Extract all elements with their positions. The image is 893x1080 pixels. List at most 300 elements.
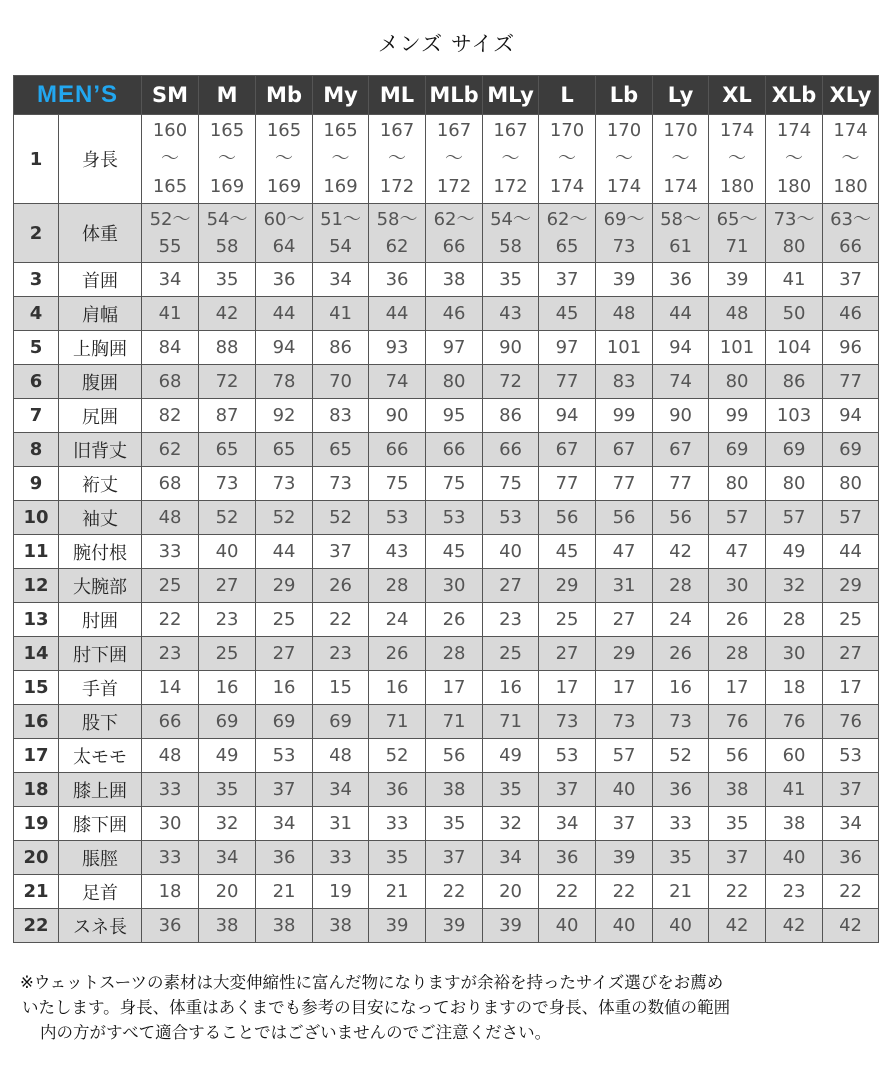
measurement-cell — [766, 204, 823, 263]
measurement-cell: 48 — [709, 297, 766, 331]
measurement-cell: 42 — [823, 909, 879, 943]
measurement-cell: 29 — [596, 637, 653, 671]
measurement-cell: 72 — [483, 365, 539, 399]
table-row — [14, 433, 879, 467]
measurement-cell: 42 — [199, 297, 256, 331]
measurement-cell: 33 — [142, 535, 199, 569]
cell-line: 165 — [323, 120, 358, 141]
measurement-cell: 101 — [709, 331, 766, 365]
row-number: 16 — [14, 705, 59, 739]
measurement-cell: 48 — [313, 739, 369, 773]
table-row — [14, 467, 879, 501]
measurement-cell: 41 — [142, 297, 199, 331]
measurement-cell: 45 — [426, 535, 483, 569]
cell-line: ～ — [218, 148, 237, 169]
measurement-cell: 49 — [199, 739, 256, 773]
footnote-line-3: 内の方がすべて適合することではございませんのでご注意ください。 — [40, 1023, 552, 1042]
measurement-cell: 73 — [539, 705, 596, 739]
measurement-cell: 46 — [426, 297, 483, 331]
size-header-ly: Ly — [653, 76, 709, 115]
measurement-cell: 57 — [823, 501, 879, 535]
measurement-cell: 57 — [766, 501, 823, 535]
measurement-cell: 42 — [766, 909, 823, 943]
measurement-cell: 38 — [426, 773, 483, 807]
row-number: 1 — [14, 115, 59, 204]
measurement-cell: 35 — [483, 773, 539, 807]
measurement-cell: 27 — [256, 637, 313, 671]
table-row — [14, 331, 879, 365]
measurement-cell: 36 — [823, 841, 879, 875]
cell-line: ～ — [558, 148, 577, 169]
measurement-cell: 53 — [426, 501, 483, 535]
measurement-cell: 52 — [369, 739, 426, 773]
row-number: 20 — [14, 841, 59, 875]
measurement-cell — [539, 204, 596, 263]
row-number: 5 — [14, 331, 59, 365]
cell-line: ～ — [388, 148, 407, 169]
cell-line: 167 — [493, 120, 528, 141]
measurement-label: 袖丈 — [59, 501, 142, 535]
measurement-cell — [313, 115, 369, 204]
measurement-cell: 77 — [596, 467, 653, 501]
measurement-cell: 36 — [653, 263, 709, 297]
measurement-cell — [596, 115, 653, 204]
measurement-cell: 33 — [313, 841, 369, 875]
measurement-cell: 42 — [709, 909, 766, 943]
measurement-cell: 26 — [426, 603, 483, 637]
measurement-cell: 25 — [142, 569, 199, 603]
measurement-cell: 66 — [369, 433, 426, 467]
measurement-cell: 80 — [709, 467, 766, 501]
measurement-cell: 37 — [709, 841, 766, 875]
cell-line: ～ — [501, 148, 520, 169]
row-number: 17 — [14, 739, 59, 773]
measurement-cell: 36 — [256, 841, 313, 875]
measurement-label: 膝下囲 — [59, 807, 142, 841]
cell-line: 165 — [209, 120, 245, 141]
measurement-cell: 33 — [369, 807, 426, 841]
measurement-cell: 86 — [313, 331, 369, 365]
measurement-cell: 41 — [766, 773, 823, 807]
table-row — [14, 739, 879, 773]
measurement-cell: 56 — [653, 501, 709, 535]
measurement-cell: 104 — [766, 331, 823, 365]
measurement-cell: 90 — [653, 399, 709, 433]
row-number: 18 — [14, 773, 59, 807]
measurement-cell — [823, 204, 879, 263]
measurement-cell: 68 — [142, 365, 199, 399]
table-row — [14, 297, 879, 331]
measurement-cell: 15 — [313, 671, 369, 705]
measurement-cell: 36 — [369, 263, 426, 297]
measurement-cell: 29 — [823, 569, 879, 603]
measurement-cell — [142, 115, 199, 204]
row-number: 6 — [14, 365, 59, 399]
row-number: 4 — [14, 297, 59, 331]
measurement-cell — [426, 115, 483, 204]
measurement-cell: 72 — [199, 365, 256, 399]
footnote — [20, 970, 880, 1045]
measurement-cell: 56 — [596, 501, 653, 535]
measurement-label: 体重 — [59, 204, 142, 263]
cell-line: 180 — [776, 176, 812, 197]
measurement-cell: 94 — [256, 331, 313, 365]
measurement-cell: 37 — [426, 841, 483, 875]
measurement-cell: 17 — [539, 671, 596, 705]
measurement-label: 腹囲 — [59, 365, 142, 399]
measurement-cell: 80 — [766, 467, 823, 501]
measurement-cell — [653, 115, 709, 204]
cell-line: 54 — [329, 236, 352, 257]
measurement-cell: 37 — [823, 773, 879, 807]
measurement-cell: 45 — [539, 535, 596, 569]
cell-line: 165 — [266, 120, 302, 141]
table-row — [14, 399, 879, 433]
measurement-cell: 29 — [539, 569, 596, 603]
cell-line: 80 — [782, 236, 806, 257]
cell-line: 66 — [442, 236, 466, 257]
measurement-cell: 80 — [823, 467, 879, 501]
measurement-cell: 40 — [596, 773, 653, 807]
cell-line: 172 — [436, 176, 472, 197]
row-number: 10 — [14, 501, 59, 535]
table-row — [14, 365, 879, 399]
cell-line: 174 — [833, 120, 868, 141]
measurement-cell: 27 — [199, 569, 256, 603]
measurement-cell: 71 — [369, 705, 426, 739]
measurement-cell: 92 — [256, 399, 313, 433]
measurement-cell: 75 — [426, 467, 483, 501]
measurement-cell: 56 — [426, 739, 483, 773]
measurement-cell: 35 — [199, 773, 256, 807]
measurement-cell: 40 — [199, 535, 256, 569]
measurement-cell: 39 — [596, 841, 653, 875]
measurement-cell: 97 — [539, 331, 596, 365]
measurement-cell: 44 — [256, 297, 313, 331]
table-row — [14, 705, 879, 739]
table-row — [14, 909, 879, 943]
cell-line: 174 — [549, 176, 585, 197]
measurement-cell: 87 — [199, 399, 256, 433]
measurement-cell: 14 — [142, 671, 199, 705]
measurement-cell: 39 — [709, 263, 766, 297]
measurement-cell: 28 — [709, 637, 766, 671]
measurement-cell: 40 — [653, 909, 709, 943]
measurement-cell: 103 — [766, 399, 823, 433]
measurement-cell: 80 — [709, 365, 766, 399]
measurement-cell — [766, 115, 823, 204]
table-row — [14, 841, 879, 875]
size-header-l: L — [539, 76, 596, 115]
measurement-cell: 70 — [313, 365, 369, 399]
measurement-cell: 52 — [653, 739, 709, 773]
cell-line: ～ — [671, 148, 690, 169]
measurement-cell — [313, 204, 369, 263]
cell-line: 73～ — [773, 209, 815, 230]
measurement-cell: 34 — [313, 263, 369, 297]
measurement-cell: 99 — [596, 399, 653, 433]
measurement-cell: 67 — [596, 433, 653, 467]
measurement-cell: 35 — [483, 263, 539, 297]
cell-line: ～ — [445, 148, 464, 169]
cell-line: 69～ — [603, 209, 645, 230]
table-row — [14, 875, 879, 909]
measurement-cell: 68 — [142, 467, 199, 501]
measurement-cell: 34 — [142, 263, 199, 297]
cell-line: 52～ — [149, 209, 191, 230]
row-number: 21 — [14, 875, 59, 909]
row-number: 12 — [14, 569, 59, 603]
measurement-cell: 25 — [199, 637, 256, 671]
cell-line: 167 — [436, 120, 472, 141]
measurement-cell: 62 — [142, 433, 199, 467]
measurement-cell: 52 — [313, 501, 369, 535]
measurement-cell: 37 — [539, 773, 596, 807]
measurement-cell: 69 — [199, 705, 256, 739]
measurement-cell: 57 — [709, 501, 766, 535]
measurement-cell: 47 — [596, 535, 653, 569]
measurement-cell: 90 — [369, 399, 426, 433]
table-row — [14, 807, 879, 841]
measurement-cell: 31 — [596, 569, 653, 603]
measurement-cell: 37 — [313, 535, 369, 569]
cell-line: 66 — [839, 236, 862, 257]
measurement-cell: 84 — [142, 331, 199, 365]
measurement-label: 裄丈 — [59, 467, 142, 501]
measurement-cell: 101 — [596, 331, 653, 365]
cell-line: ～ — [275, 148, 294, 169]
measurement-cell: 38 — [426, 263, 483, 297]
measurement-cell: 39 — [426, 909, 483, 943]
size-header-xlb: XLb — [766, 76, 823, 115]
table-row — [14, 773, 879, 807]
measurement-cell: 94 — [539, 399, 596, 433]
measurement-label: 腕付根 — [59, 535, 142, 569]
table-row — [14, 263, 879, 297]
cell-line: 169 — [323, 176, 358, 197]
measurement-label: 太モモ — [59, 739, 142, 773]
row-number: 13 — [14, 603, 59, 637]
measurement-cell — [256, 115, 313, 204]
measurement-cell: 83 — [313, 399, 369, 433]
size-header-xly: XLy — [823, 76, 879, 115]
measurement-cell: 75 — [369, 467, 426, 501]
measurement-cell: 66 — [426, 433, 483, 467]
measurement-cell: 38 — [313, 909, 369, 943]
measurement-cell: 53 — [256, 739, 313, 773]
measurement-cell: 52 — [256, 501, 313, 535]
measurement-label: 旧背丈 — [59, 433, 142, 467]
measurement-cell: 34 — [199, 841, 256, 875]
measurement-cell: 53 — [823, 739, 879, 773]
measurement-cell: 22 — [539, 875, 596, 909]
measurement-cell: 71 — [426, 705, 483, 739]
cell-line: 169 — [266, 176, 302, 197]
measurement-cell: 38 — [766, 807, 823, 841]
measurement-cell — [369, 204, 426, 263]
cell-line: 60～ — [263, 209, 305, 230]
table-row — [14, 204, 879, 263]
measurement-cell: 44 — [256, 535, 313, 569]
measurement-cell: 48 — [596, 297, 653, 331]
measurement-label: 尻囲 — [59, 399, 142, 433]
row-number: 9 — [14, 467, 59, 501]
measurement-cell: 18 — [766, 671, 823, 705]
measurement-cell — [539, 115, 596, 204]
measurement-cell: 40 — [596, 909, 653, 943]
measurement-cell: 94 — [823, 399, 879, 433]
measurement-cell: 67 — [653, 433, 709, 467]
cell-line: 55 — [158, 236, 182, 257]
measurement-cell: 34 — [539, 807, 596, 841]
measurement-cell: 47 — [709, 535, 766, 569]
cell-line: ～ — [785, 148, 804, 169]
table-row — [14, 501, 879, 535]
measurement-cell — [653, 204, 709, 263]
cell-line: 170 — [663, 120, 698, 141]
measurement-cell: 42 — [653, 535, 709, 569]
measurement-cell: 27 — [539, 637, 596, 671]
measurement-cell: 69 — [709, 433, 766, 467]
measurement-cell — [256, 204, 313, 263]
cell-line: 51～ — [320, 209, 361, 230]
measurement-label: スネ長 — [59, 909, 142, 943]
measurement-cell: 21 — [369, 875, 426, 909]
table-row — [14, 603, 879, 637]
measurement-cell: 41 — [313, 297, 369, 331]
measurement-cell — [199, 204, 256, 263]
measurement-cell: 74 — [369, 365, 426, 399]
measurement-cell: 43 — [369, 535, 426, 569]
table-row — [14, 637, 879, 671]
measurement-cell: 46 — [823, 297, 879, 331]
measurement-cell: 17 — [596, 671, 653, 705]
cell-line: 65 — [555, 236, 579, 257]
measurement-label: 首囲 — [59, 263, 142, 297]
row-number: 2 — [14, 204, 59, 263]
measurement-cell: 48 — [142, 501, 199, 535]
cell-line: 54～ — [206, 209, 248, 230]
measurement-cell: 39 — [483, 909, 539, 943]
measurement-cell: 75 — [483, 467, 539, 501]
measurement-cell — [709, 115, 766, 204]
measurement-cell: 33 — [653, 807, 709, 841]
measurement-cell: 83 — [596, 365, 653, 399]
measurement-cell: 74 — [653, 365, 709, 399]
cell-line: 174 — [663, 176, 698, 197]
measurement-cell: 37 — [256, 773, 313, 807]
measurement-cell: 77 — [653, 467, 709, 501]
measurement-cell: 53 — [539, 739, 596, 773]
measurement-cell: 22 — [596, 875, 653, 909]
cell-line: 180 — [719, 176, 755, 197]
measurement-cell: 20 — [199, 875, 256, 909]
measurement-cell: 73 — [199, 467, 256, 501]
measurement-cell: 34 — [256, 807, 313, 841]
measurement-cell: 28 — [766, 603, 823, 637]
measurement-cell: 39 — [369, 909, 426, 943]
measurement-cell: 48 — [142, 739, 199, 773]
measurement-cell: 40 — [483, 535, 539, 569]
cell-line: 62～ — [546, 209, 588, 230]
size-header-sm: SM — [142, 76, 199, 115]
cell-line: 172 — [493, 176, 528, 197]
measurement-cell: 86 — [766, 365, 823, 399]
measurement-cell: 28 — [653, 569, 709, 603]
measurement-cell: 94 — [653, 331, 709, 365]
size-header-row — [14, 76, 879, 115]
size-table-body — [14, 115, 879, 943]
measurement-label: 肩幅 — [59, 297, 142, 331]
measurement-cell: 16 — [369, 671, 426, 705]
cell-line: 180 — [833, 176, 868, 197]
measurement-cell: 25 — [823, 603, 879, 637]
measurement-cell: 30 — [709, 569, 766, 603]
cell-line: 62 — [385, 236, 409, 257]
measurement-cell: 17 — [823, 671, 879, 705]
measurement-cell: 57 — [596, 739, 653, 773]
cell-line: 165 — [152, 176, 188, 197]
row-number: 19 — [14, 807, 59, 841]
measurement-cell: 41 — [766, 263, 823, 297]
measurement-cell: 65 — [199, 433, 256, 467]
measurement-cell: 35 — [709, 807, 766, 841]
measurement-cell: 19 — [313, 875, 369, 909]
size-header-mb: Mb — [256, 76, 313, 115]
measurement-cell: 73 — [653, 705, 709, 739]
measurement-cell: 37 — [539, 263, 596, 297]
measurement-label: 肘囲 — [59, 603, 142, 637]
measurement-cell: 36 — [539, 841, 596, 875]
measurement-cell: 66 — [142, 705, 199, 739]
cell-line: 61 — [669, 236, 692, 257]
measurement-cell: 23 — [142, 637, 199, 671]
measurement-cell — [709, 204, 766, 263]
size-header-xl: XL — [709, 76, 766, 115]
cell-line: 174 — [606, 176, 642, 197]
measurement-label: 脹脛 — [59, 841, 142, 875]
measurement-cell: 65 — [313, 433, 369, 467]
measurement-cell — [483, 204, 539, 263]
measurement-cell: 56 — [709, 739, 766, 773]
measurement-cell: 88 — [199, 331, 256, 365]
measurement-cell: 38 — [199, 909, 256, 943]
measurement-cell: 24 — [369, 603, 426, 637]
cell-line: 160 — [152, 120, 188, 141]
row-number: 8 — [14, 433, 59, 467]
measurement-cell: 26 — [369, 637, 426, 671]
brand-label: MEN’S — [14, 76, 142, 115]
measurement-cell: 80 — [426, 365, 483, 399]
measurement-cell: 69 — [313, 705, 369, 739]
measurement-cell: 99 — [709, 399, 766, 433]
measurement-cell: 21 — [653, 875, 709, 909]
measurement-cell: 36 — [369, 773, 426, 807]
measurement-cell: 60 — [766, 739, 823, 773]
measurement-cell: 34 — [483, 841, 539, 875]
measurement-cell: 39 — [596, 263, 653, 297]
cell-line: 71 — [725, 236, 749, 257]
measurement-cell: 44 — [823, 535, 879, 569]
cell-line: 174 — [776, 120, 812, 141]
measurement-cell: 49 — [766, 535, 823, 569]
measurement-cell: 17 — [426, 671, 483, 705]
measurement-cell: 82 — [142, 399, 199, 433]
measurement-cell: 71 — [483, 705, 539, 739]
measurement-cell: 33 — [142, 773, 199, 807]
measurement-cell: 35 — [199, 263, 256, 297]
table-row — [14, 569, 879, 603]
